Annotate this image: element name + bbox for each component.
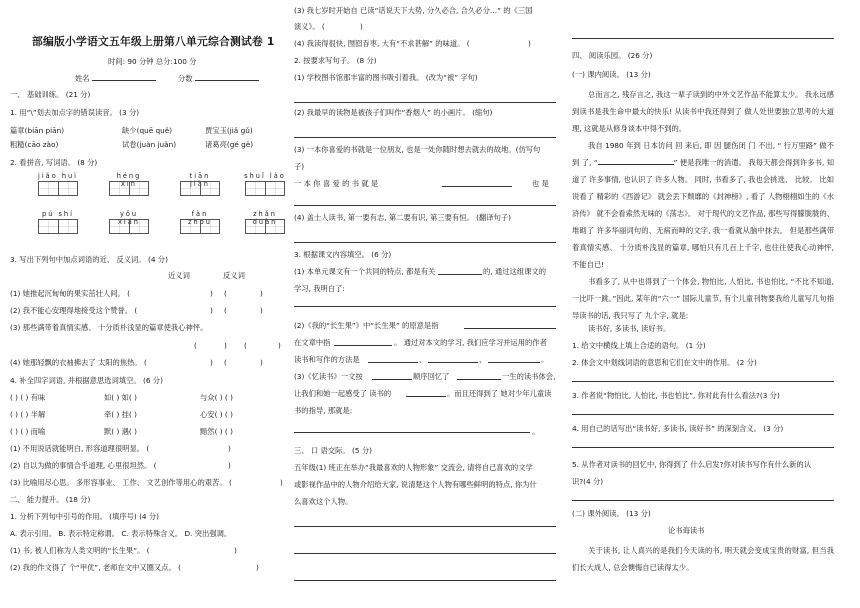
pinyin-cell: pú shí [36,210,80,234]
section-4-heading: 四、 阅读乐园。 (26 分) [572,51,653,60]
pinyin-cell: yǒu [107,210,151,234]
oral-prompt-3: 么喜欢这个人物。 [294,497,353,506]
q7-item-2-cont: 在文章中指 。 通过对本文的学习, 我们应学习并运用的作者 [294,338,547,347]
q3-header-anti: 反义词 [223,271,245,280]
q4-item-2: (2) 自以为做的事情合乎道理, 心里很坦然。 ( ) [10,461,231,470]
column-1: 部编版小学语文五年级上册第八单元综合测试卷 1 时间: 90 分钟 总分:100 分 姓名 分数 一、 基础训练。 (21 分) 1. 用“\”划去加点字的错误读音。 (3 分) 篇章(biān piān) 缺少(quē quě) 贾宝玉(jiǎ gǔ) 粗糙(cāo zào) 试卷(juàn juǎn) 诸葛亮(gé gě) 2. 看拼音, 写词语。 (8 分) jiǎo huì héng tiān shuǐ lào pú shí yǒu fàn zhǎn 3. 写出下列句中加点词语的近、 反义词。 (4 分) 近义词 反义词 (1) 她推起沉甸甸的果实茁壮人间。 ( ) ( ) (2) 我不能心安理得地接受这个赞誉。 ( ) ( ) (3) 那些满带着真情实感、 十分质朴浅显的篇章使我心神怦。 ( ) ( ) (4) 她那轻飘的衣袖拂去了 太阳的焦热。 ( ) ( ) 4. 补全四字词语, 并根据意思选词填空。 (6 分) ( ) ( ) 有味 如( ) 如( ) 与众( ) ( ) ( ) ( ) 半解 牵( ) 挂( ) 心安( ) ( ) ( ) ( ) 而喻 默( ) 遇( ) 黯然( ) ( ) (1) 不用说话就能明白, 形容道理很明显。 ( ) (2) 自以为做的事情合乎道理, 心里很坦然。 ( ) (3) 比喻用尽心思。 多形容事业、 工作、 文艺创作等用心的艰苦。 ( ) 二、 能力提升。 (18 分) 1. 分析下列句中引号的作用。 (填序号) (4 分) A. 表示引用。 B. 表示特定称谓。 C. 表示特殊含义。 D. 突出强调。 (1) 书, 被人们称为人类文明的“长生果”。 ( ) (2) 我的作文得了 个“甲优”, 老师在文中又圈又点。 ( ) [10,35,286,572]
answer-line[interactable] [294,137,556,138]
score-label: 分数 [178,74,193,83]
q1-item: 粗糙(cāo zào) [10,140,59,149]
q6-item-3-frame: 一 本 你 喜 爱 的 书 就 是 也 是 [294,179,549,188]
pinyin-cell: jiǎo huì [36,172,80,196]
score-field [178,73,259,83]
q5-item-4: (4) 我读得很快, 囫囵吞枣, 大有“不求甚解” 的味道。 ( ) [294,39,531,48]
answer-line[interactable] [294,553,556,554]
q1-item: 诸葛亮(gé gě) [205,140,254,149]
q5-options: A. 表示引用。 B. 表示特定称谓。 C. 表示特殊含义。 D. 突出强调。 [10,529,232,538]
q4-item-1: (1) 不用说话就能明白, 形容道理很明显。 ( ) [10,444,231,453]
q5-item-2: (2) 我的作文得了 个“甲优”, 老师在文中又圈又点。 ( ) [10,563,259,572]
answer-line[interactable] [572,38,834,39]
question-2: 2. 看拼音, 写词语。 (8 分) [10,158,98,167]
pinyin-cell: tiān [178,172,222,196]
oral-prompt-2: 或影视作品中的人物介绍给大家, 说清楚这个人物有哪些鲜明的特点, 你为什 [294,480,537,489]
reading-q4: 4. 用自己的话写出“读书好, 多读书, 读好书” 的深刻含义。 (3 分) [572,424,784,433]
pinyin-cell: héng [107,172,151,196]
q3-item-3: (3) 那些满带着真情实感、 十分质朴浅显的篇章使我心神怦。 [10,323,208,332]
q7-item-1: (1) 本单元课文有一个共同的特点, 都是有关 的, 通过这组课文的 [294,267,547,276]
column-3 [572,0,840,608]
reading-q3: 3. 作者说“物怕比, 人怕比, 书也怕比”, 你对此有什么看法?(3 分) [572,391,780,400]
q1-item: 试卷(juàn juǎn) [122,140,177,149]
q7-item-3: (3)《忆读书》一文按 顺序回忆了 一生的读书体会, [294,372,556,381]
pinyin-cell: shuǐ lào [243,172,287,196]
answer-blank[interactable] [406,389,446,397]
q6-item-3-cont: 子) [294,162,305,171]
passage-paragraph-5: 关于读书, 让人真兴的是我们今天读的书, 明天就会变成宝贵的财富, 但当我们长大成人, 总会懊悔自已读得太少。 [572,546,834,572]
answer-line[interactable] [572,414,834,415]
answer-blank[interactable] [372,372,412,380]
answer-blank[interactable] [598,157,674,165]
answer-line[interactable] [572,381,834,382]
answer-line[interactable] [572,500,834,501]
exam-info: 时间: 90 分钟 总分:100 分 [108,57,197,66]
pinyin-cell: zhǎn [243,210,287,234]
answer-blank[interactable] [457,372,501,380]
score-blank [195,73,259,81]
answer-line[interactable] [572,447,834,448]
answer-line[interactable] [294,432,530,433]
answer-blank[interactable] [428,355,478,363]
reading-title: 论书诲读书 [668,526,705,535]
question-6: 2. 按要求写句子。 (8 分) [294,56,377,65]
q7-item-2: (2)《我的“长生果”》中“长生果” 的原意是指 [294,321,439,330]
question-5: 1. 分析下列句中引号的作用。 (填序号) (4 分) [10,512,160,521]
reading-q5: 5. 从作者对读书的回忆中, 你得到了 什么启发?你对读书写作有什么新的认 [572,460,812,469]
q5-item-3-cont: 演义》。 ( ) [294,22,363,31]
q3-header-near: 近义词 [168,271,190,280]
passage-paragraph-2: 我自 1980 年到 日本访问 回 来后, 即 因 腿伤闭 门 不出, “ 行万里路” 做不到 了, “ ” 便是我唯一的消遣。 我每天都会得到许多书, 知道了 许多事情, 也认识了 许多人物。 同时, 书看多了, 我也会挑选、 比较。 比如说看了 精彩的《西游记》 就会丢下颓靡的《封神榜》, 看了 人物栩栩如生的《水浒传》 就不会看索然无味的《荡志》。 对于现代的文艺作品, 那些写得朦胧胧的、堆砌了 许多华丽词句的、无病而呻的文字, 我一看就从脑中抹去。 但是那些满带着真情实感、 十分质朴浅显的篇章, 哪怕只有几百上千字, 也往往使我心动神怦, 不能自已! [572,141,834,269]
question-1: 1. 用“\”划去加点字的错误读音。 (3 分) [10,108,140,117]
q4-item-3: (3) 比喻用尽心思。 多形容事业、 工作、 文艺创作等用心的艰苦。 ( ) [10,478,283,487]
answer-blank[interactable] [334,338,392,346]
reading-q1: 1. 给文中横线上填上合适的语句。 (1 分) [572,341,706,350]
q7-item-1-cont: 学习, 我明白了: [294,284,345,293]
q3-item-3-blanks: ( ) ( ) [194,341,281,350]
passage-paragraph-3: 书看多了, 从中也得到了一个体会, 物怕比, 人怕比, 书也怕比, “不比不知道, 一比吓一跳。”因此, 某年的“六一” 国际儿童节, 有个儿童刊物要我给儿童写几句指导读书的话, 我只写了 九个字, 就是: [572,277,834,320]
q3-item-1: (1) 她推起沉甸甸的果实茁壮人间。 ( ) ( ) [10,289,263,298]
section-2-heading: 二、 能力提升。 (18 分) [10,495,91,504]
q6-item-2: (2) 我最早的读物是被孩子们叫作“香烟人” 的小画片。 (缩句) [294,108,493,117]
section-1-heading: 一、 基础训练。 (21 分) [10,90,91,99]
answer-line[interactable] [294,205,556,206]
q3-item-4: (4) 她那轻飘的衣袖拂去了 太阳的焦热。 ( ) ( ) [10,358,263,367]
q6-item-3: (3) 一本你喜爱的书就是一位朋友, 也是一处你随时想去就去的故地。(仿写句 [294,145,541,154]
q7-item-3-cont: 让我们和她一起感受了 读书的 。而且还得到了 她对少年儿童读 [294,389,552,398]
passage-paragraph-4: 读书好, 多读书, 读好书。 [588,324,671,333]
answer-line[interactable] [294,242,556,243]
reading-part-2: (二) 课外阅读。 (13 分) [572,509,651,518]
q5-item-3: (3) 我七岁时开始自 已读“话说天下大势, 分久必合, 合久必分…” 的《三国 [294,6,533,15]
passage-paragraph-1: 总而言之, 残存言之, 我这一辈子读到的中外文艺作品不能算太少。 我永远感到读书是我生命中最大的快乐! 从读书中我还得到了 做人处世要独立思考的大道理, 这就是从修身谈本中得不到的。 [572,90,834,133]
section-3-heading: 三、 口 语交际。 (5 分) [294,446,372,455]
question-3: 3. 写出下列句中加点词语的近、 反义词。 (4 分) [10,255,168,264]
q7-item-3-guide: 书的指导, 那就是: [294,406,353,415]
q6-item-1: (1) 学校图书馆那丰富的图书吸引着我。 (改为“被” 字句) [294,73,478,82]
reading-q2: 2. 体会文中划线词语的意思和它们在文中的作用。 (2 分) [572,358,757,367]
answer-line[interactable] [294,526,556,527]
name-label: 姓名 [75,74,90,83]
q6-item-4: (4) 盖士人读书, 第一要有志, 第二要有识, 第三要有恒。 (翻译句子) [294,213,512,222]
answer-blank[interactable] [442,179,512,187]
answer-line[interactable] [294,306,556,307]
question-4: 4. 补全四字词语, 并根据意思选词填空。 (6 分) [10,376,163,385]
pinyin-cell: fàn [178,210,222,234]
answer-blank[interactable] [438,267,482,275]
q5-item-1: (1) 书, 被人们称为人类文明的“长生果”。 ( ) [10,546,237,555]
question-7: 3. 根据课文内容填空。 (6 分) [294,250,392,259]
page-title: 部编版小学语文五年级上册第八单元综合测试卷 1 [32,35,275,48]
answer-blank[interactable] [464,321,556,329]
answer-blank[interactable] [488,355,540,363]
name-field [75,73,156,83]
q1-item: 篇章(biān piān) [10,126,65,135]
reading-q5-cont: 识?(4 分) [572,477,604,486]
q3-item-2: (2) 我不能心安理得地接受这个赞誉。 ( ) ( ) [10,306,263,315]
oral-prompt-1: 五年级(1) 班正在举办“我最喜欢的人物形象” 交流会, 请将自己喜欢的文学 [294,463,533,472]
answer-line[interactable] [294,580,556,581]
q1-item: 贾宝玉(jiǎ gǔ) [205,126,253,135]
answer-line[interactable] [294,102,556,103]
q7-item-2-methods: 读书和写作的方法是 、 、 。 [294,355,549,364]
reading-part-1: (一) 课内阅读。 (13 分) [572,70,651,79]
answer-blank[interactable] [368,355,418,363]
q1-item: 缺少(quē quě) [122,126,173,135]
name-blank [92,73,156,81]
column-2: (3) 我七岁时开始自 已读“话说天下大势, 分久必合, 合久必分…” 的《三国 演义》。 ( ) (4) 我读得很快, 囫囵吞枣, 大有“不求甚解” 的味道。 ( ) 2. 按要求写句子。 (8 分) (1) 学校图书馆那丰富的图书吸引着我。 (改为“被” 字句) (2) 我最早的读物是被孩子们叫作“香烟人” 的小画片。 (缩句) (3) 一本你喜爱的书就是一位朋友, 也是一处你随时想去就去的故地。(仿写句 子) 一 本 你 喜 爱 的 书 就 是 也 是 (4) 盖士人读书, 第一要有志, 第二要有识, 第三要有恒。 (翻译句子) 3. 根据课文内容填空。 (6 分) (1) 本单元课文有一个共同的特点, 都是有关 的, 通过这组课文的 学习, 我明白了: (2)《我的“长生果”》中“长生果” 的原意是指 在文章中指 。 通过对本文的学习, 我们应学习并运用的作者 读书和写作的方法是 、 、 。 (3)《忆读书》一文按 顺序回忆了 一生的读书体会, 让我们和她一起感受了 读书的 。而且还得到了 她对少年儿童读 书的指导, 那就是: 。 三、 口 语交际。 (5 分) 五年级(1) 班正在举办“我最喜欢的人物形象” 交流会, 请将自己喜欢的文学 或影视作品中的人物介绍给大家, 说清楚这个人物有哪些鲜明的特点, 你为什 么喜欢这个人物。 [294,0,562,608]
